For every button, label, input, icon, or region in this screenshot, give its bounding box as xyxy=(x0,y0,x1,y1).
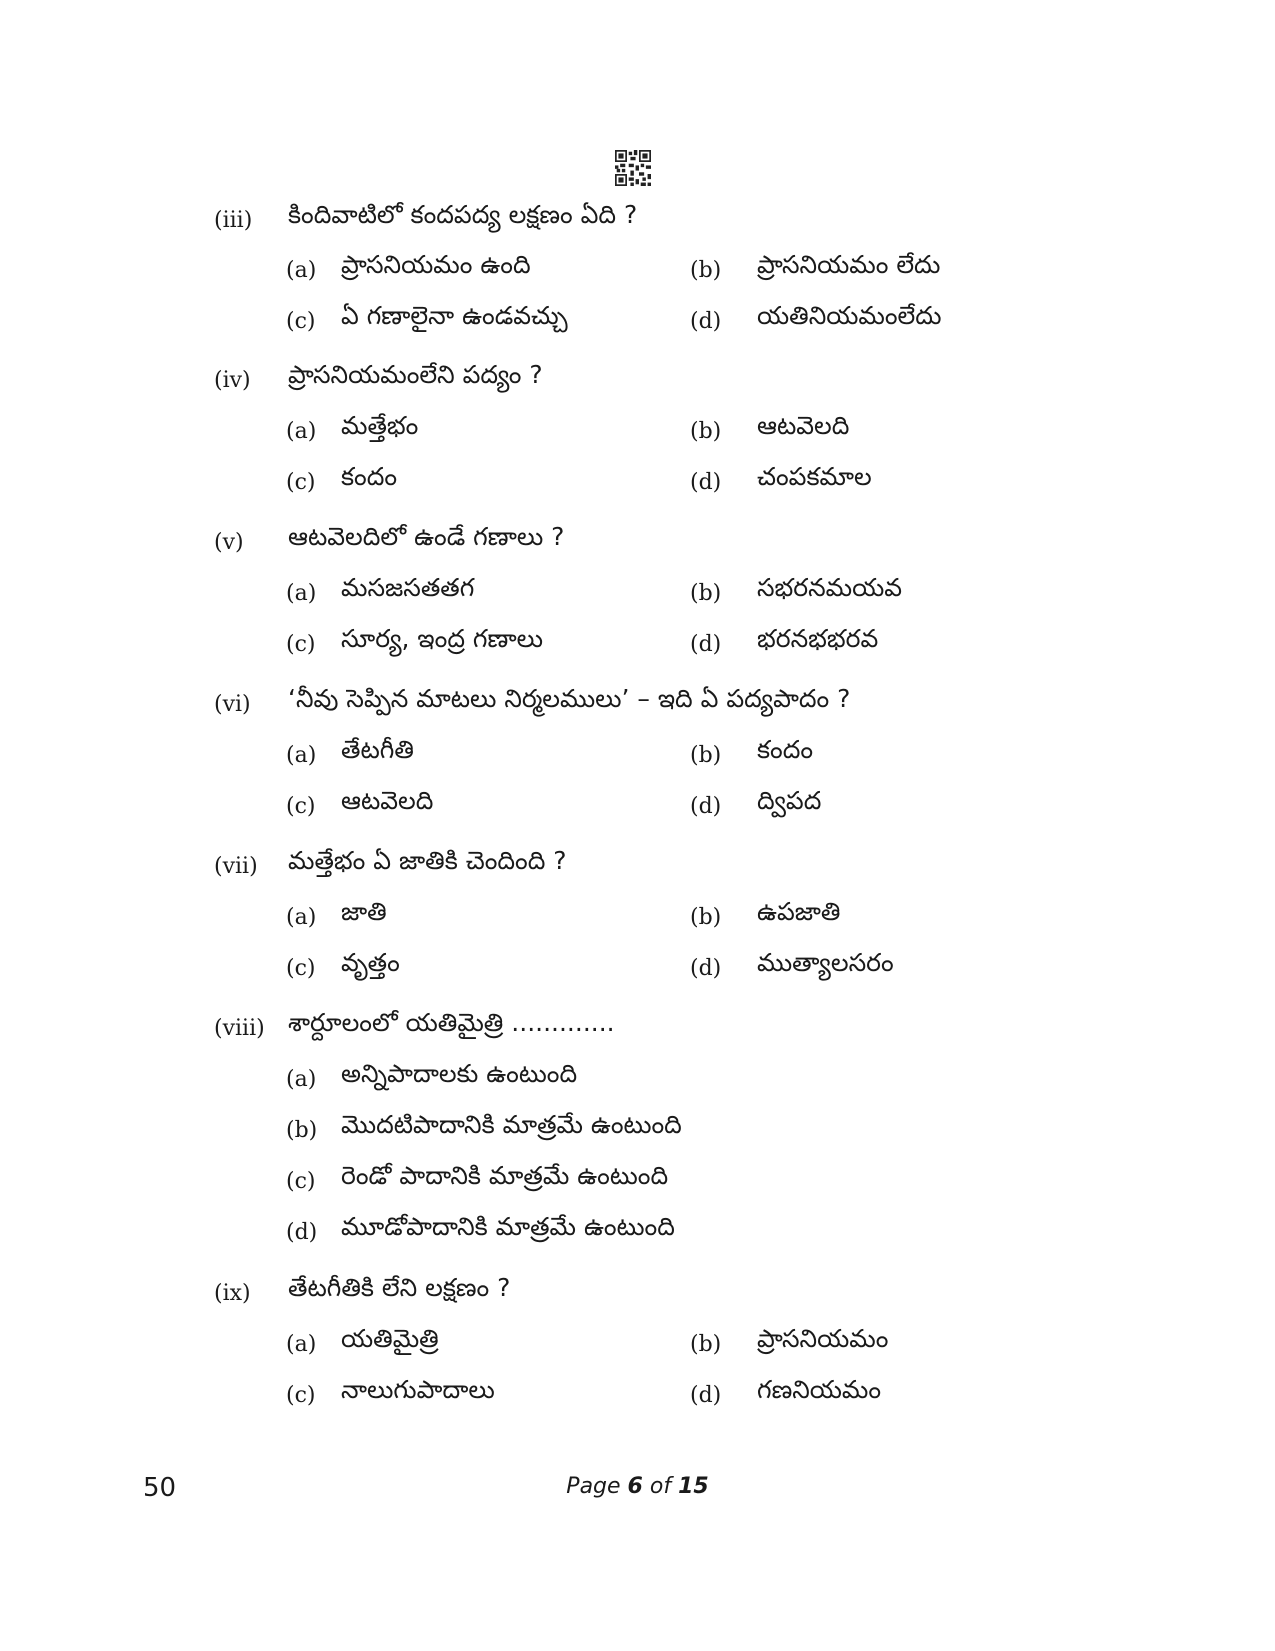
option-label: (b) xyxy=(286,1118,318,1143)
option-label: (c) xyxy=(286,632,316,657)
option-text: నాలుగుపాదాలు xyxy=(341,1375,495,1404)
option-text: మసజసతతగ xyxy=(341,573,475,602)
page-current: 6 xyxy=(627,1474,643,1499)
option-text: ప్రాసనియమం ఉంది xyxy=(341,250,531,279)
option-label: (d) xyxy=(690,956,722,981)
option-label: (d) xyxy=(690,632,722,657)
question-number: (vi) xyxy=(214,692,251,717)
question-number: (v) xyxy=(214,530,244,555)
option-text: ప్రాసనియమం xyxy=(757,1324,889,1353)
question-number: (iii) xyxy=(214,208,253,233)
option-text: ఉపజాతి xyxy=(757,897,841,926)
option-label: (b) xyxy=(690,581,722,606)
option-text: యతినియమంలేదు xyxy=(757,301,942,330)
option-label: (b) xyxy=(690,905,722,930)
option-label: (a) xyxy=(286,905,317,930)
of-word: of xyxy=(649,1474,672,1499)
option-text: యతిమైత్రి xyxy=(341,1324,439,1353)
option-text: గణనియమం xyxy=(757,1375,882,1404)
option-text: వృత్తం xyxy=(341,948,400,977)
question-text: ప్రాసనియమంలేని పద్యం ? xyxy=(288,360,543,389)
option-label: (d) xyxy=(690,794,722,819)
option-label: (c) xyxy=(286,794,316,819)
option-label: (a) xyxy=(286,581,317,606)
question-text: కిందివాటిలో కందపద్య లక్షణం ఏది ? xyxy=(288,200,638,229)
question-number: (ix) xyxy=(214,1281,251,1306)
question-text: శార్దూలంలో యతిమైత్రి ............. xyxy=(288,1008,615,1037)
page-word: Page xyxy=(566,1474,621,1499)
option-label: (c) xyxy=(286,1169,316,1194)
option-text: సభరనమయవ xyxy=(757,573,903,602)
option-text: మొదటిపాదానికి మాత్రమే ఉంటుంది xyxy=(341,1110,682,1139)
option-text: రెండో పాదానికి మాత్రమే ఉంటుంది xyxy=(341,1161,669,1190)
option-text: కందం xyxy=(341,462,398,491)
option-text: ఆటవెలది xyxy=(341,786,434,815)
option-label: (c) xyxy=(286,956,316,981)
option-text: భరనభభరవ xyxy=(757,624,879,653)
option-label: (b) xyxy=(690,419,722,444)
option-label: (c) xyxy=(286,470,316,495)
option-label: (a) xyxy=(286,258,317,283)
option-label: (d) xyxy=(690,470,722,495)
option-label: (d) xyxy=(286,1220,318,1245)
option-text: ద్విపద xyxy=(757,786,822,815)
option-text: అన్నిపాదాలకు ఉంటుంది xyxy=(341,1059,578,1088)
option-text: ఆటవెలది xyxy=(757,411,850,440)
option-text: జాతి xyxy=(341,897,387,926)
option-label: (a) xyxy=(286,1067,317,1092)
question-number: (viii) xyxy=(214,1016,265,1041)
option-text: కందం xyxy=(757,735,814,764)
page-number: 50 xyxy=(143,1473,177,1503)
option-text: ఏ గణాలైనా ఉండవచ్చు xyxy=(341,301,568,330)
option-text: ప్రాసనియమం లేదు xyxy=(757,250,941,279)
question-text: ‘నీవు సెప్పిన మాటలు నిర్మలములు’ – ఇది ఏ పద్యపాదం ? xyxy=(288,684,851,713)
question-text: ఆటవెలదిలో ఉండే గణాలు ? xyxy=(288,522,565,551)
option-text: చంపకమాల xyxy=(757,462,872,491)
option-label: (b) xyxy=(690,743,722,768)
option-label: (a) xyxy=(286,419,317,444)
page-footer xyxy=(0,1474,1275,1499)
page-total: 15 xyxy=(678,1474,709,1499)
option-text: మూడోపాదానికి మాత్రమే ఉంటుంది xyxy=(341,1212,675,1241)
option-label: (a) xyxy=(286,743,317,768)
option-text: మత్తేభం xyxy=(341,411,419,440)
question-text: మత్తేభం ఏ జాతికి చెందింది ? xyxy=(288,846,567,875)
question-text: తేటగీతికి లేని లక్షణం ? xyxy=(288,1273,511,1302)
option-text: ముత్యాలసరం xyxy=(757,948,894,977)
qr-code xyxy=(615,150,651,186)
option-label: (c) xyxy=(286,1383,316,1408)
question-number: (iv) xyxy=(214,368,251,393)
option-label: (b) xyxy=(690,258,722,283)
question-number: (vii) xyxy=(214,854,258,879)
option-label: (d) xyxy=(690,1383,722,1408)
option-label: (b) xyxy=(690,1332,722,1357)
option-text: తేటగీతి xyxy=(341,735,414,764)
option-text: సూర్య, ఇంద్ర గణాలు xyxy=(341,624,543,653)
option-label: (c) xyxy=(286,309,316,334)
option-label: (d) xyxy=(690,309,722,334)
option-label: (a) xyxy=(286,1332,317,1357)
